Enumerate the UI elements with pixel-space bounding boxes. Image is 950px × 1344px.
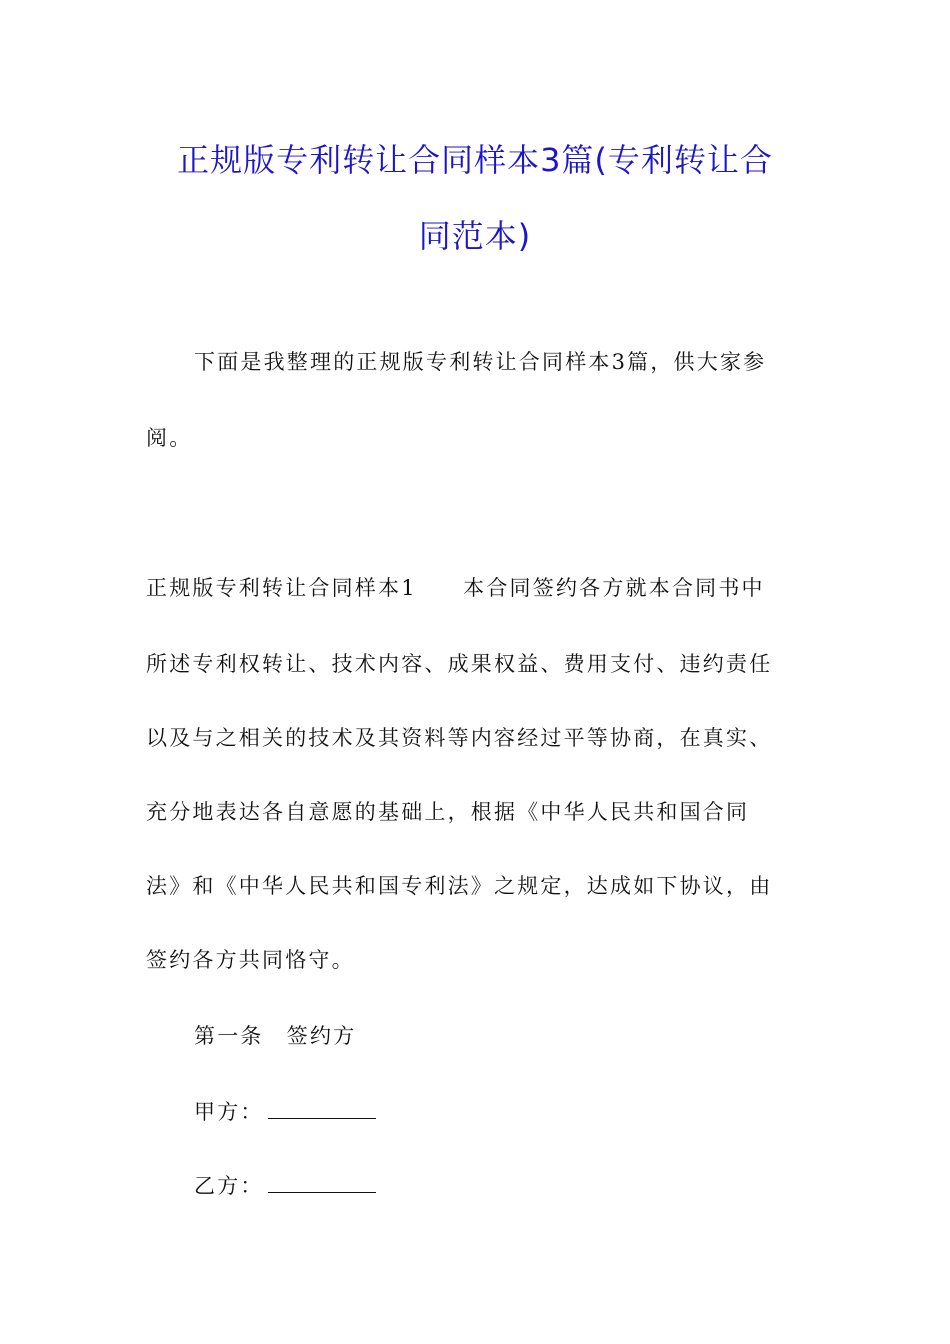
document-title: [120, 122, 830, 274]
intro-line-1: 下面是我整理的正规版专利转让合同样本3篇，供大家参: [194, 350, 767, 374]
body-line-6: 签约各方共同恪守。: [146, 948, 355, 972]
title-line-2: 同范本): [418, 217, 532, 255]
party-a-blank: [268, 1098, 376, 1119]
party-b-blank: [268, 1172, 376, 1193]
body-line-3: 以及与之相关的技术及其资料等内容经过平等协商，在真实、: [146, 726, 773, 750]
intro-line-2: 阅。: [146, 426, 193, 450]
party-b-row: [194, 1170, 376, 1200]
body-line-2: 所述专利权转让、技术内容、成果权益、费用支付、违约责任: [146, 652, 773, 676]
party-a-label: 甲方：: [194, 1100, 264, 1124]
title-line-1: 正规版专利转让合同样本3篇(专利转让合: [177, 141, 773, 179]
party-b-label: 乙方：: [194, 1174, 264, 1198]
party-a-row: [194, 1096, 376, 1126]
article-1-heading: 第一条 签约方: [194, 1024, 357, 1048]
body-line-1: 正规版专利转让合同样本1 本合同签约各方就本合同书中: [146, 576, 765, 600]
body-line-5: 法》和《中华人民共和国专利法》之规定，达成如下协议，由: [146, 874, 773, 898]
body-line-4: 充分地表达各自意愿的基础上，根据《中华人民共和国合同: [146, 800, 750, 824]
